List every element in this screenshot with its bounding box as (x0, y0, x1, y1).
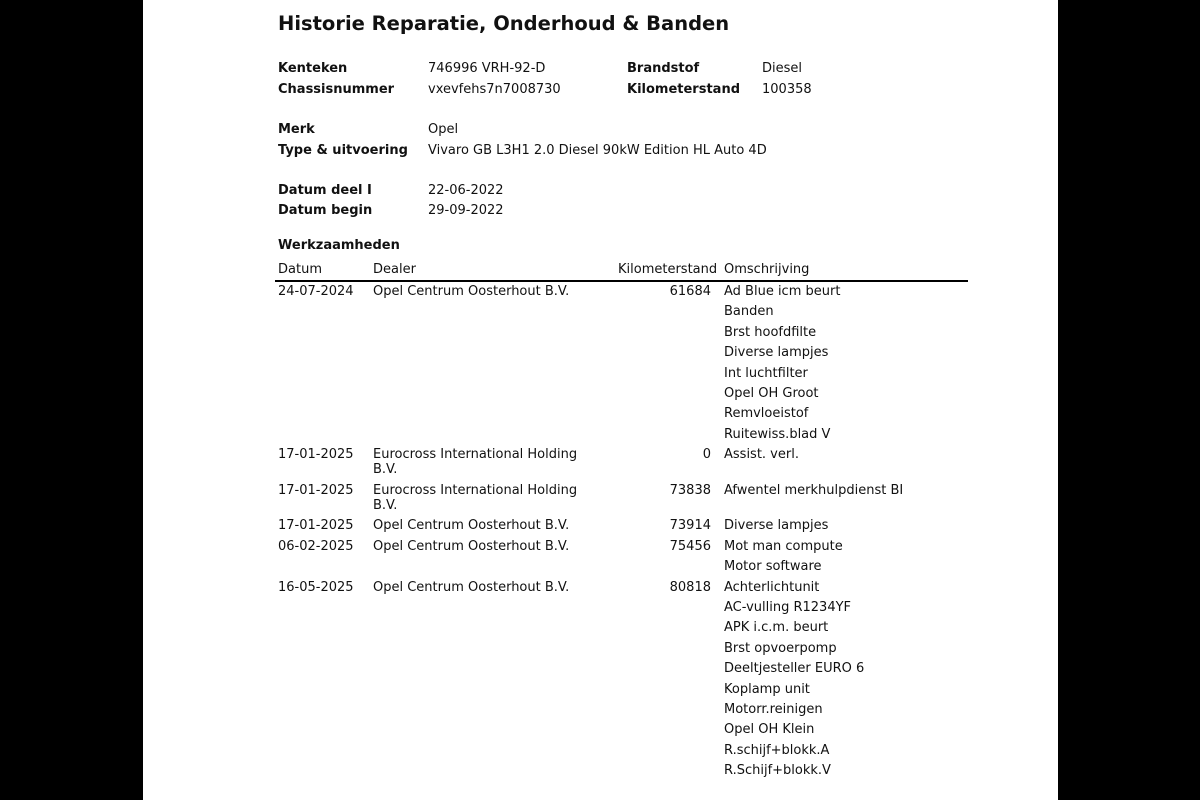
row-date: 24-07-2024 (278, 284, 354, 299)
row-description-item: Motorr.reinigen (724, 701, 823, 717)
kilometerstand-label: Kilometerstand (627, 82, 741, 97)
row-description-item: Int luchtfilter (724, 365, 808, 381)
row-dealer: Opel Centrum Oosterhout B.V. (373, 518, 570, 534)
row-dealer: Opel Centrum Oosterhout B.V. (373, 284, 570, 299)
datum-begin-value: 29-09-2022 (428, 203, 504, 218)
werkzaamheden-heading: Werkzaamheden (278, 238, 400, 253)
row-description-item: Diverse lampjes (724, 345, 829, 361)
row-description-item: AC-vulling R1234YF (724, 599, 852, 615)
type-label: Type & uitvoering (278, 143, 408, 158)
row-dealer: Eurocross International Holding (373, 482, 578, 498)
kenteken-value: 746996 VRH-92-D (428, 61, 546, 76)
row-description-item: Diverse lampjes (724, 518, 829, 534)
row-description-item: Ad Blue icm beurt (724, 284, 841, 299)
datum-begin-label: Datum begin (278, 203, 373, 218)
row-date: 17-01-2025 (278, 518, 354, 534)
row-description-item: Opel OH Groot (724, 386, 819, 401)
kenteken-label: Kenteken (278, 61, 348, 76)
column-header-kilometerstand: Kilometerstand (618, 262, 718, 277)
row-kilometerstand: 0 (702, 447, 711, 463)
row-kilometerstand: 75456 (669, 538, 711, 554)
row-description-item: Assist. verl. (724, 447, 799, 463)
row-date: 16-05-2025 (278, 579, 354, 595)
column-header-datum: Datum (278, 262, 322, 277)
brandstof-value: Diesel (762, 61, 803, 76)
kilometerstand-value: 100358 (762, 82, 812, 97)
row-dealer: B.V. (373, 497, 398, 513)
row-date: 17-01-2025 (278, 482, 354, 498)
row-dealer: Opel Centrum Oosterhout B.V. (373, 579, 570, 595)
row-description-item: Mot man compute (724, 538, 843, 554)
row-description-item: Deeltjesteller EURO 6 (724, 661, 865, 677)
row-description-item: Brst hoofdfilte (724, 324, 817, 340)
row-description-item: Opel OH Klein (724, 722, 815, 738)
row-description-item: Koplamp unit (724, 681, 810, 697)
row-dealer: Eurocross International Holding (373, 447, 578, 463)
row-description-item: R.schijf+blokk.A (724, 742, 830, 758)
datum-deel-label: Datum deel I (278, 183, 372, 198)
row-date: 06-02-2025 (278, 538, 354, 554)
row-description-item: Achterlichtunit (724, 579, 820, 595)
column-header-omschrijving: Omschrijving (724, 262, 810, 277)
row-description-item: Motor software (724, 559, 822, 575)
header-divider (275, 280, 968, 282)
row-dealer: Opel Centrum Oosterhout B.V. (373, 538, 570, 554)
row-kilometerstand: 80818 (669, 579, 711, 595)
document-page (143, 0, 1058, 800)
chassis-value: vxevfehs7n7008730 (428, 82, 561, 97)
row-description-item: Brst opvoerpomp (724, 640, 837, 656)
row-dealer: B.V. (373, 462, 398, 478)
row-kilometerstand: 73914 (669, 518, 711, 534)
datum-deel-value: 22-06-2022 (428, 183, 504, 198)
row-date: 17-01-2025 (278, 447, 354, 463)
merk-value: Opel (428, 122, 459, 137)
row-kilometerstand: 73838 (669, 482, 711, 498)
brandstof-label: Brandstof (627, 61, 700, 76)
row-description-item: Ruitewiss.blad V (724, 426, 831, 442)
merk-label: Merk (278, 122, 315, 137)
row-description-item: Afwentel merkhulpdienst BI (724, 482, 904, 498)
row-description-item: R.Schijf+blokk.V (724, 763, 831, 779)
row-kilometerstand: 61684 (669, 284, 711, 299)
column-header-dealer: Dealer (373, 262, 416, 277)
type-value: Vivaro GB L3H1 2.0 Diesel 90kW Edition HL Auto 4D (428, 143, 767, 158)
row-description-item: APK i.c.m. beurt (724, 620, 829, 636)
chassis-label: Chassisnummer (278, 82, 395, 97)
row-description-item: Banden (724, 304, 774, 320)
row-description-item: Remvloeistof (724, 406, 809, 422)
page-title: Historie Reparatie, Onderhoud & Banden (278, 12, 730, 35)
